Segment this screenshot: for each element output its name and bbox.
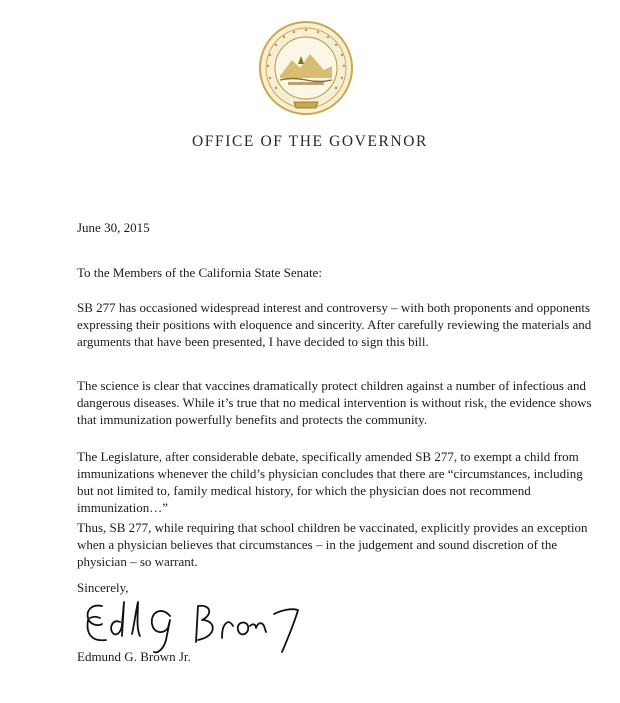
signer-name: Edmund G. Brown Jr. [77,649,191,664]
office-title: OFFICE OF THE GOVERNOR [191,133,428,150]
letter-paragraph-1: SB 277 has occasioned widespread interest and controversy – with both proponents and opponents expressing their positions with eloquence and sincerity. After carefully reviewing the materials and arguments that have been presented, I have decided to sign this bill. [77,300,592,349]
letter-salutation: To the Members of the California State Senate: [77,265,322,280]
letter-paragraph-2: The science is clear that vaccines dramatically protect children against a number of infectious and dangerous diseases. While it’s true that no medical intervention is without risk, the evidence shows that immunization powerfully benefits and protects the community. [77,378,592,427]
letter-date: June 30, 2015 [77,220,150,235]
letter-paragraph-3: The Legislature, after considerable debate, specifically amended SB 277, to exempt a child from immunizations whenever the child’s physician concludes that there are “circumstances, including but not limited to, family medical history, for which the physician does not recommend immunization…” [77,449,583,515]
letter-closing: Sincerely, [77,580,129,595]
california-seal-icon [258,20,354,116]
letter-paragraph-4: Thus, SB 277, while requiring that school children be vaccinated, explicitly provides an exception when a physician believes that circumstances – in the judgement and sound discretion of the physician – so warrant. [77,520,588,569]
